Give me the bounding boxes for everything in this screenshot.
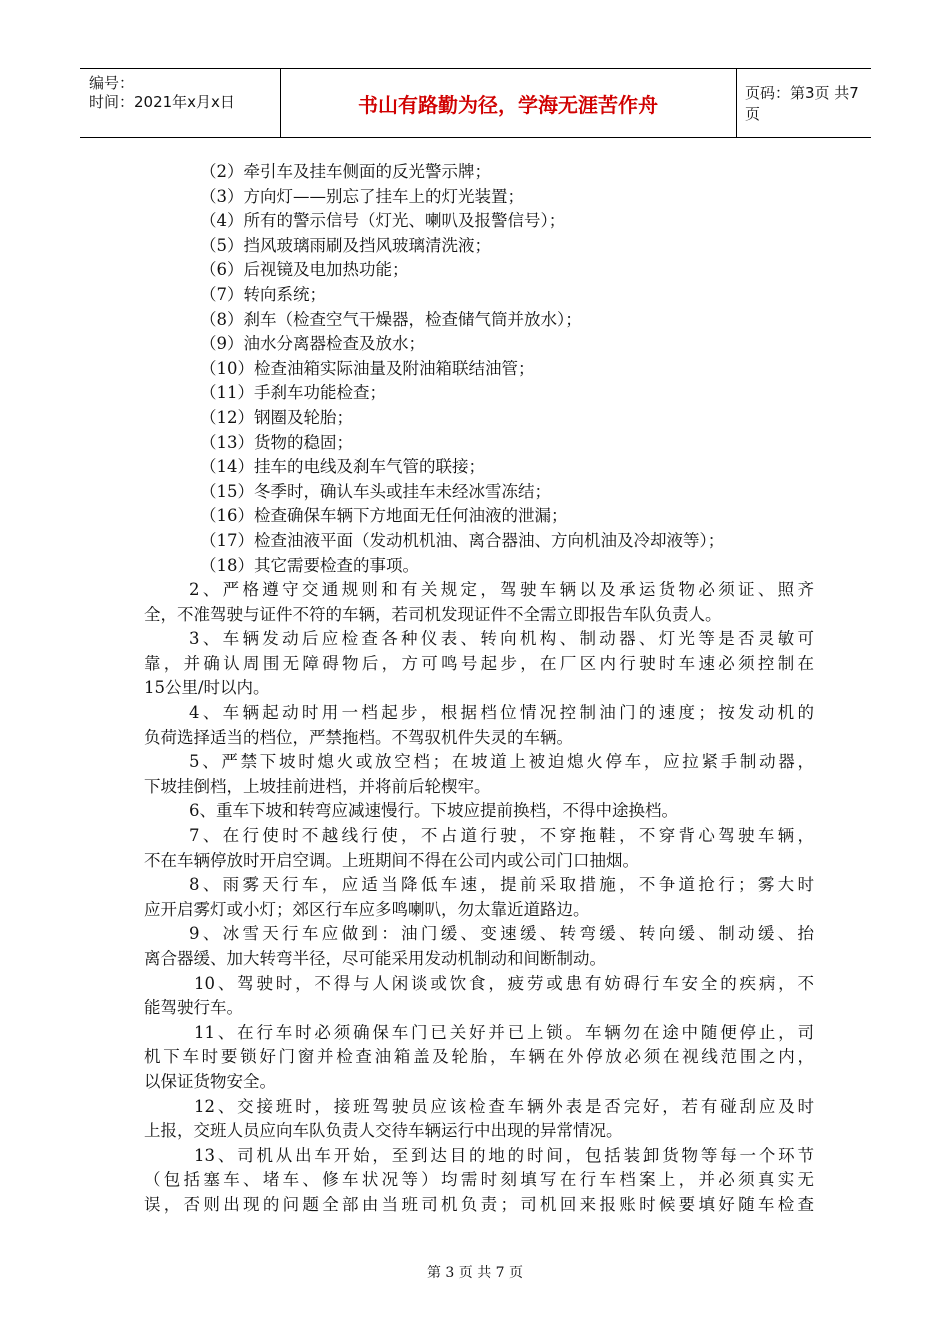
paragraph-4 — [144, 701, 814, 750]
paragraph-line: 下坡挂倒档，上坡挂前进档，并将前后轮楔牢。 — [144, 776, 491, 796]
inspection-list — [144, 160, 814, 578]
paragraph-12 — [144, 1095, 814, 1144]
paragraph-line: 应开启雾灯或小灯；郊区行车应多鸣喇叭，勿太靠近道路边。 — [144, 899, 590, 919]
paragraph-8 — [144, 873, 814, 922]
paragraph-line: 负荷选择适当的档位，严禁拖档。不驾驭机件失灵的车辆。 — [144, 727, 573, 747]
list-item: （16）检查确保车辆下方地面无任何油液的泄漏； — [200, 506, 568, 526]
paragraph-line: 上报，交班人员应向车队负责人交待车辆运行中出现的异常情况。 — [144, 1121, 623, 1141]
paragraph-line: 能驾驶行车。 — [144, 998, 243, 1018]
list-item: （9）油水分离器检查及放水； — [200, 334, 425, 354]
list-item: （2）牵引车及挂车侧面的反光警示牌； — [200, 162, 491, 181]
paragraph-line: 9、冰雪天行车应做到：油门缓、变速缓、转弯缓、转向缓、制动缓、抬 — [189, 924, 814, 944]
list-item: （17）检查油液平面（发动机机油、离合器油、方向机油及冷却液等）； — [200, 530, 725, 550]
paragraph-11 — [144, 1021, 814, 1095]
paragraph-9 — [144, 922, 814, 971]
list-item: （10）检查油箱实际油量及附油箱联结油管； — [200, 358, 535, 378]
paragraph-line: 11、在行车时必须确保车门已关好并已上锁。车辆勿在途中随便停止，司 — [194, 1022, 814, 1042]
paragraph-line: 6、重车下坡和转弯应减速慢行。下坡应提前换档，不得中途换档。 — [189, 801, 678, 821]
paragraph-line: 4、车辆起动时用一档起步，根据档位情况控制油门的速度；按发动机的 — [189, 703, 814, 723]
paragraph-line: 13、司机从出车开始，至到达目的地的时间，包括装卸货物等每一个环节 — [194, 1145, 814, 1165]
list-item: （13）货物的稳固； — [200, 432, 353, 452]
paragraph-line: 以保证货物安全。 — [144, 1071, 276, 1091]
document-time-label: 时间：2021年x月x日 — [89, 93, 235, 111]
document-body — [144, 160, 814, 1218]
paragraph-line: 15公里/时以内。 — [144, 678, 270, 698]
paragraph-line: 2、严格遵守交通规则和有关规定，驾驶车辆以及承运货物必须证、照齐 — [189, 580, 814, 600]
list-item: （7）转向系统； — [200, 284, 326, 304]
paragraph-5 — [144, 750, 814, 799]
list-item: （15）冬季时，确认车头或挂车未经冰雪冻结； — [200, 481, 551, 501]
header-page-number: 页码：第3页 共7页 — [745, 84, 859, 123]
paragraph-10 — [144, 972, 814, 1021]
list-item: （3）方向灯——别忘了挂车上的灯光装置； — [200, 186, 524, 206]
paragraph-3 — [144, 627, 814, 701]
list-item: （11）手刹车功能检查； — [200, 383, 386, 403]
list-item: （14）挂车的电线及刹车气管的联接； — [200, 457, 485, 477]
page-header — [80, 68, 871, 138]
list-item: （12）钢圈及轮胎； — [200, 407, 353, 427]
paragraph-line: 12、交接班时，接班驾驶员应该检查车辆外表是否完好，若有碰刮应及时 — [194, 1096, 814, 1116]
list-item: （18）其它需要检查的事项。 — [200, 555, 419, 575]
paragraph-line: 误，否则出现的问题全部由当班司机负责；司机回来报账时候要填好随车检查 — [144, 1194, 814, 1214]
paragraph-line: 8、雨雾天行车，应适当降低车速，提前采取措施，不争道抢行；雾大时 — [189, 875, 814, 895]
page-footer: 第 3 页 共 7 页 — [426, 1265, 524, 1281]
list-item: （5）挡风玻璃雨刷及挡风玻璃清洗液； — [200, 235, 491, 255]
paragraph-line: 靠，并确认周围无障碍物后，方可鸣号起步，在厂区内行驶时车速必须控制在 — [144, 653, 814, 673]
document-number-label: 编号： — [89, 74, 135, 92]
list-item: （4）所有的警示信号（灯光、喇叭及报警信号）； — [200, 211, 566, 231]
header-meta — [80, 69, 281, 137]
paragraph-line: 7、在行使时不越线行使，不占道行驶，不穿拖鞋，不穿背心驾驶车辆， — [189, 826, 814, 846]
paragraph-line: （包括塞车、堵车、修车状况等）均需时刻填写在行车档案上，并必须真实无 — [144, 1170, 814, 1190]
paragraph-line: 全，不准驾驶与证件不符的车辆，若司机发现证件不全需立即报告车队负责人。 — [144, 604, 722, 624]
paragraph-line: 离合器缓、加大转弯半径，尽可能采用发动机制动和间断制动。 — [144, 949, 606, 968]
paragraph-line: 不在车辆停放时开启空调。上班期间不得在公司内或公司门口抽烟。 — [144, 850, 639, 870]
paragraph-line: 5、严禁下坡时熄火或放空档；在坡道上被迫熄火停车，应拉紧手制动器， — [189, 752, 814, 772]
paragraph-line: 机下车时要锁好门窗并检查油箱盖及轮胎，车辆在外停放必须在视线范围之内， — [144, 1047, 814, 1067]
paragraph-7 — [144, 824, 814, 873]
paragraph-2 — [144, 578, 814, 627]
paragraph-line: 10、驾驶时，不得与人闲谈或饮食，疲劳或患有妨碍行车安全的疾病，不 — [194, 973, 814, 993]
paragraph-13 — [144, 1144, 814, 1218]
paragraph-line: 3、车辆发动后应检查各种仪表、转向机构、制动器、灯光等是否灵敏可 — [189, 629, 814, 649]
list-item: （8）刹车（检查空气干燥器，检查储气筒并放水）； — [200, 309, 582, 329]
header-motto: 书山有路勤为径，学海无涯苦作舟 — [280, 69, 737, 137]
paragraph-6 — [144, 799, 814, 824]
list-item: （6）后视镜及电加热功能； — [200, 260, 409, 280]
